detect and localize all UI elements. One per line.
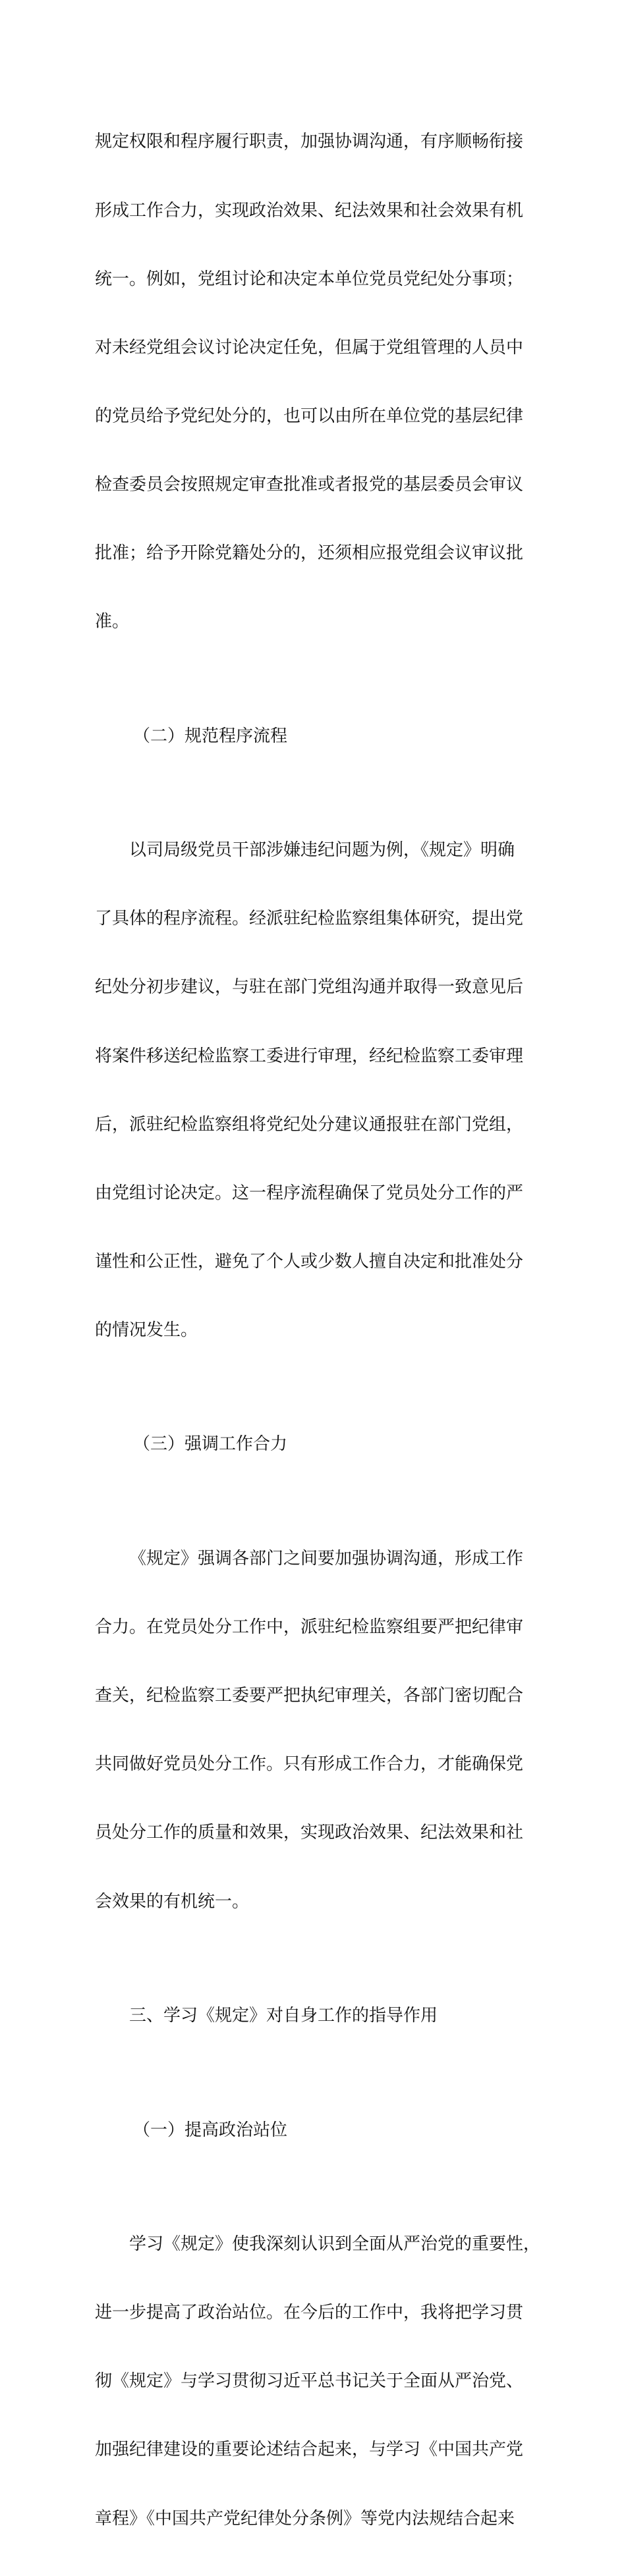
text-line: 了具体的程序流程。经派驻纪检监察组集体研究，提出党 bbox=[95, 909, 524, 929]
text-line: 对未经党组会议讨论决定任免，但属于党组管理的人员中 bbox=[95, 337, 524, 358]
text-line: 批准；给予开除党籍处分的，还须相应报党组会议审议批 bbox=[95, 543, 524, 564]
text-line: 以司局级党员干部涉嫌违纪问题为例，《规定》明确 bbox=[129, 840, 515, 861]
text-line: 《规定》强调各部门之间要加强协调沟通，形成工作 bbox=[129, 1549, 524, 1569]
text-line: 会效果的有机统一。 bbox=[95, 1891, 250, 1912]
document-body bbox=[95, 85, 541, 2576]
text-line: 形成工作合力，实现政治效果、纪法效果和社会效果有机 bbox=[95, 200, 524, 221]
paragraph-synergy bbox=[95, 1502, 534, 1959]
text-line: 将案件移送纪检监察工委进行审理，经纪检监察工委审理 bbox=[95, 1046, 524, 1066]
text-line: 查关，纪检监察工委要严把执纪审理关，各部门密切配合 bbox=[95, 1686, 524, 1706]
text-line: 合力。在党员处分工作中，派驻纪检监察组要严把纪律审 bbox=[95, 1617, 524, 1638]
section-heading-guidance bbox=[95, 1959, 534, 2074]
subheading-text: （三）强调工作合力 bbox=[133, 1434, 288, 1455]
text-line: 员处分工作的质量和效果，实现政治效果、纪法效果和社 bbox=[95, 1823, 524, 1843]
subheading-political-standing bbox=[95, 2073, 534, 2187]
text-line: 谨性和公正性，避免了个人或少数人擅自决定和批准处分 bbox=[95, 1251, 524, 1272]
subheading-text: （一）提高政治站位 bbox=[133, 2120, 288, 2140]
text-line: 由党组讨论决定。这一程序流程确保了党员处分工作的严 bbox=[95, 1183, 524, 1203]
text-line: 加强纪律建设的重要论述结合起来，与学习《中国共产党 bbox=[95, 2440, 524, 2460]
text-line: 的党员给予党纪处分的，也可以由所在单位党的基层纪律 bbox=[95, 406, 524, 426]
text-line: 检查委员会按照规定审查批准或者报党的基层委员会审议 bbox=[95, 474, 524, 495]
text-line: 进一步提高了政治站位。在今后的工作中，我将把学习贯 bbox=[95, 2303, 524, 2323]
text-line: 统一。例如，党组讨论和决定本单位党员党纪处分事项； bbox=[95, 269, 524, 289]
text-line: 准。 bbox=[95, 612, 130, 632]
subheading-standardize-procedure bbox=[95, 679, 534, 793]
subheading-work-synergy bbox=[95, 1387, 534, 1502]
subheading-text: （二）规范程序流程 bbox=[133, 726, 288, 746]
text-line: 彻《规定》与学习贯彻习近平总书记关于全面从严治党、 bbox=[95, 2371, 524, 2392]
text-line: 后，派驻纪检监察组将党纪处分建议通报驻在部门党组， bbox=[95, 1114, 524, 1135]
text-line: 共同做好党员处分工作。只有形成工作合力，才能确保党 bbox=[95, 1754, 524, 1775]
paragraph-procedure bbox=[95, 793, 534, 1387]
paragraph-political-standing bbox=[95, 2187, 541, 2576]
text-line: 的情况发生。 bbox=[95, 1320, 198, 1340]
heading-text: 三、学习《规定》对自身工作的指导作用 bbox=[129, 2006, 438, 2026]
text-line: 学习《规定》使我深刻认识到全面从严治党的重要性， bbox=[129, 2234, 541, 2255]
text-line: 章程》《中国共产党纪律处分条例》等党内法规结合起来 bbox=[95, 2508, 515, 2529]
text-line: 规定权限和程序履行职责，加强协调沟通，有序顺畅衔接 bbox=[95, 132, 524, 152]
paragraph-continued bbox=[95, 85, 534, 679]
text-line: 纪处分初步建议，与驻在部门党组沟通并取得一致意见后 bbox=[95, 977, 524, 998]
